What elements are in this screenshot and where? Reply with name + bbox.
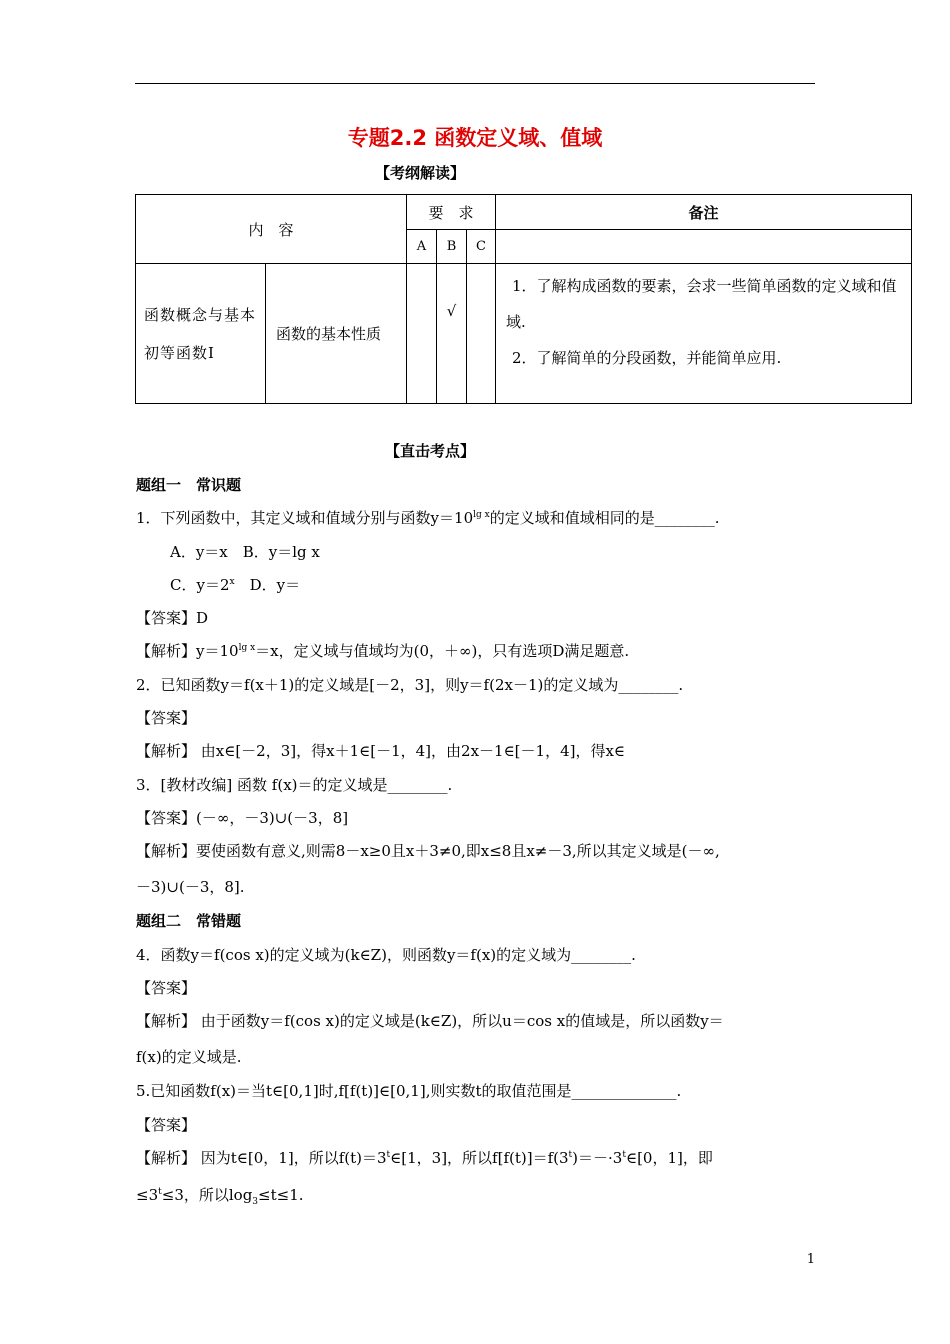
outline-table [135, 194, 912, 404]
page-title: 专题2.2 函数定义域、值域 [347, 126, 603, 150]
q4-text: 4．函数y＝f(cos x)的定义域为(k∈Z)，则函数y＝f(x)的定义域为________. [136, 946, 636, 964]
header-rule [135, 83, 815, 84]
group1-title: 题组一 常识题 [136, 476, 242, 494]
note-2: 2．了解简单的分段函数，并能简单应用. [512, 349, 782, 367]
q2-analysis: 【解析】 由x∈[－2，3]，得x＋1∈[－1，4]，由2x－1∈[－1，4]，得x∈ [136, 742, 626, 760]
q5-analysis-1: 【解析】 因为t∈[0，1]，所以$f(t)=3^t\in[1$，3]，所以$f[f(t)]=f(3^t)=-\cdot 3^t\in[0$，1]，即 [136, 1149, 713, 1167]
q5-text: 5.已知函数f(x)＝当t∈[0,1]时,f[f(t)]∈[0,1],则实数t的取值范围是______________. [136, 1082, 682, 1100]
header-content: 内 容 [136, 195, 407, 264]
header-notes: 备注 [496, 195, 912, 230]
level-b: B [437, 230, 467, 264]
level-c: C [467, 230, 496, 264]
q2-text: 2．已知函数y＝f(x＋1)的定义域是[－2，3]，则y＝f(2x－1)的定义域为________. [136, 676, 684, 694]
q1-answer: 【答案】D [136, 609, 209, 627]
q3-answer: 【答案】(－∞，－3)∪(－3，8] [136, 809, 349, 827]
row-mark-b: √ [437, 264, 467, 404]
header-requirement: 要 求 [407, 195, 496, 230]
row-notes [496, 264, 912, 404]
q2-answer: 【答案】 [136, 709, 197, 727]
q1-options-ab: A．y＝x B．y＝lg x [170, 543, 320, 561]
note-1: 1．了解构成函数的要素，会求一些简单函数的定义域和值域. [506, 277, 897, 331]
page-number: 1 [806, 1252, 815, 1267]
q4-analysis-1: 【解析】 由于函数y＝f(cos x)的定义域是(k∈Z)，所以u＝cos x的值域是，所以函数y＝ [136, 1012, 724, 1030]
row-topic: 函数的基本性质 [266, 264, 407, 404]
outline-heading: 【考纲解读】 [374, 164, 465, 182]
row-mark-a [407, 264, 437, 404]
row-mark-c [467, 264, 496, 404]
q3-analysis-1: 【解析】要使函数有意义,则需8－x≥0且x＋3≠0,即x≤8且x≠－3,所以其定义域是(－∞, [136, 842, 720, 860]
q3-analysis-2: －3)∪(－3，8]. [136, 878, 245, 896]
notes-blank [496, 230, 912, 264]
q1-analysis: 【解析】$y=10^{lg x}=x$，定义域与值域均为(0，＋∞)，只有选项D满足题意. [136, 642, 630, 660]
q5-analysis-2: $\le 3^t\le 3$，所以$\log_3\le t\le 1$. [136, 1186, 304, 1207]
row-category: 函数概念与基本初等函数Ⅰ [136, 264, 266, 404]
q3-text: 3．[教材改编] 函数 f(x)＝的定义域是________. [136, 776, 453, 794]
q4-answer: 【答案】 [136, 979, 197, 997]
q1-options-cd: C．$y=2^x$ D．y＝ [170, 576, 301, 594]
q5-answer: 【答案】 [136, 1116, 197, 1134]
q1-text: 1．下列函数中，其定义域和值域分别与函数$y=10^{lg x}$的定义域和值域相同的是________. [136, 509, 720, 527]
group2-title: 题组二 常错题 [136, 912, 242, 930]
section-heading: 【直击考点】 [384, 442, 475, 460]
q4-analysis-2: f(x)的定义域是. [136, 1048, 242, 1066]
level-a: A [407, 230, 437, 264]
